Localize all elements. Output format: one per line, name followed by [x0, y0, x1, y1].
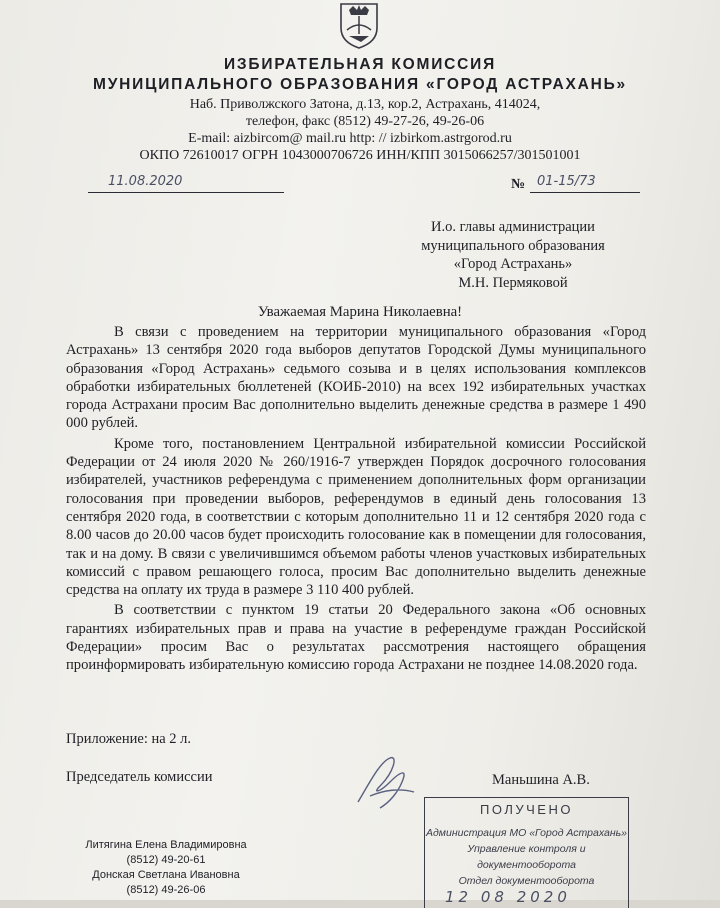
stamp-line-1: Администрация МО «Город Астрахань»: [426, 827, 627, 839]
letterhead-email: E-mail: aizbircom@ mail.ru http: // izbirkom.astrgorod.ru: [188, 131, 512, 146]
document-number: 01-15/73: [537, 174, 596, 189]
date-underline: [88, 192, 284, 193]
letterhead-codes: ОКПО 72610017 ОГРН 1043000706726 ИНН/КПП 3015066257/301501001: [139, 148, 581, 163]
paragraph-2: Кроме того, постановлением Центральной избирательной комиссии Российской Федерации от 24 июля 2020 № 260/1916-7 утвержден Порядок досрочного голосования избирателей, участников референдума с применением дополнительных форм организации голосования при проведении выборов, референдумов в единый день голосования 13 сентября 2020 года, в соответствии с которым дополнительно 11 и 12 сентября 2020 года с 8.00 часов до 20.00 часов будет происходить голосование как в помещении для голосования, так и на дому. В связи с увеличившимся объемом работы членов участковых избирательных комиссий с правом решающего голоса, просим Вас дополнительно выделить денежные средства на оплату их труда в размере 3 110 400 рублей.: [66, 435, 646, 599]
letterhead-line-2: МУНИЦИПАЛЬНОГО ОБРАЗОВАНИЯ «ГОРОД АСТРАХАНЬ»: [93, 76, 627, 93]
addressee-line-3: «Город Астрахань»: [453, 256, 573, 272]
addressee-line-2: муниципального образования: [421, 237, 605, 254]
signer-name: Маньшина А.В.: [492, 772, 590, 788]
salutation: Уважаемая Марина Николаевна!: [257, 304, 463, 320]
letter-body: [66, 323, 646, 677]
number-underline: [530, 192, 640, 193]
letterhead-address: Наб. Приволжского Затона, д.13, кор.2, Астрахань, 414024,: [189, 97, 541, 112]
attachment-note: Приложение: на 2 л.: [66, 731, 192, 747]
document-number-label: №: [511, 177, 526, 192]
executor-phone-1: (8512) 49-20-61: [126, 854, 206, 866]
addressee-line-4: М.Н. Пермяковой: [458, 274, 568, 291]
executor-phone-2: (8512) 49-26-06: [126, 884, 206, 896]
letterhead-line-1: ИЗБИРАТЕЛЬНАЯ КОМИССИЯ: [223, 56, 497, 73]
executor-name-2: Донская Светлана Ивановна: [92, 869, 240, 881]
stamp-line-3: Отдел документооборота: [458, 875, 595, 887]
stamp-line-2: Управление контроля и документооборота: [467, 843, 586, 871]
letterhead-phone: телефон, факс (8512) 49-27-26, 49-26-06: [245, 114, 485, 129]
document-date: 11.08.2020: [108, 174, 183, 189]
paragraph-3: В соответствии с пунктом 19 статьи 20 Федерального закона «Об основных гарантиях избирательных прав и права на участие в референдуме граждан Российской Федерации» просим Вас о результатах рассмотрения настоящего обращения проинформировать избирательную комиссию города Астрахани не позднее 14.08.2020 года.: [66, 602, 646, 674]
signer-position: Председатель комиссии: [66, 769, 213, 785]
handwritten-signature-icon: [350, 752, 420, 814]
addressee-line-1: И.о. главы администрации: [431, 219, 595, 235]
paragraph-1: В связи с проведением на территории муниципального образования «Город Астрахань» 13 сентября 2020 года выборов депутатов Городской Думы муниципального образования «Город Астрахань» седьмого созыва и в целях использования комплексов обработки избирательных бюллетеней (КОИБ-2010) на всех 192 избирательных участках города Астрахани просим Вас дополнительно выделить денежные средства в размере 1 490 000 рублей.: [66, 324, 646, 432]
addressee-block: [398, 218, 628, 292]
stamp-title: ПОЛУЧЕНО: [480, 802, 573, 817]
executor-name-1: Литягина Елена Владимировна: [85, 839, 247, 851]
stamp-date: 12 08 2020: [445, 888, 571, 906]
received-stamp: [424, 797, 629, 908]
city-coat-of-arms-icon: [335, 0, 383, 50]
executor-block: [66, 838, 266, 898]
